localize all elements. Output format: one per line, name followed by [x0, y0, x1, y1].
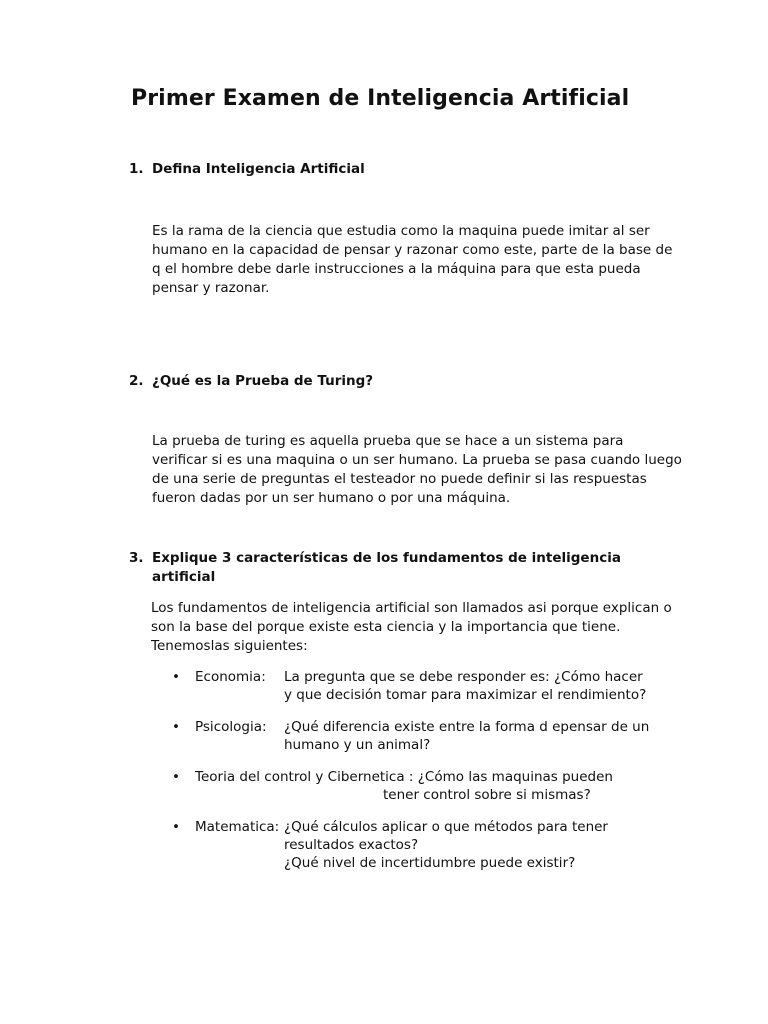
- list-item-economia: [172, 668, 692, 704]
- list-item-psicologia: [172, 718, 692, 754]
- answer-3: Los fundamentos de inteligencia artificial son llamados asi porque explican o son la base del porque existe esta ciencia y la importancia que tiene. Tenemoslas siguientes:: [151, 600, 672, 654]
- question-text: Explique 3 características de los fundamentos de inteligencia artificial: [152, 550, 621, 585]
- list-item-term: Psicologia:: [195, 719, 267, 735]
- answer-2: La prueba de turing es aquella prueba que se hace a un sistema para verificar si es una maquina o un ser humano. La prueba se pasa cuando luego de una serie de preguntas el testeador no puede definir si las respuestas fueron dadas por un ser humano o por una máquina.: [152, 433, 682, 506]
- question-number: 2.: [129, 373, 144, 389]
- list-item-teoria-control: [172, 768, 692, 804]
- question-1: [129, 160, 669, 179]
- list-item-term: Economia:: [195, 669, 266, 685]
- bullet-icon: •: [172, 819, 180, 835]
- question-number: 3.: [129, 550, 144, 566]
- question-text: ¿Qué es la Prueba de Turing?: [152, 373, 374, 389]
- list-item-term: Matematica:: [195, 819, 280, 835]
- answer-1: Es la rama de la ciencia que estudia como la maquina puede imitar al ser humano en la capacidad de pensar y razonar como este, parte de la base de q el hombre debe darle instrucciones a la máquina para que esta pueda pensar y razonar.: [152, 223, 673, 296]
- question-2: [129, 372, 669, 391]
- list-item-description-continued: tener control sobre si mismas?: [383, 787, 591, 803]
- document-title: Primer Examen de Inteligencia Artificial: [131, 86, 630, 111]
- bullet-icon: •: [172, 669, 180, 685]
- list-item-description: ¿Qué diferencia existe entre la forma d epensar de un humano y un animal?: [284, 719, 650, 753]
- list-item-matematica: [172, 818, 692, 872]
- question-text: Defina Inteligencia Artificial: [152, 161, 365, 177]
- list-item-description: ¿Qué cálculos aplicar o que métodos para tener resultados exactos? ¿Qué nivel de incertidumbre puede existir?: [284, 819, 608, 871]
- question-3: [129, 549, 669, 587]
- list-item-description: Teoria del control y Cibernetica : ¿Cómo las maquinas pueden: [195, 769, 613, 785]
- list-item-description: La pregunta que se debe responder es: ¿Cómo hacer y que decisión tomar para maximizar el rendimiento?: [284, 669, 647, 703]
- bullet-icon: •: [172, 719, 180, 735]
- bullet-icon: •: [172, 769, 180, 785]
- fundamentals-list: [172, 668, 692, 886]
- question-number: 1.: [129, 161, 144, 177]
